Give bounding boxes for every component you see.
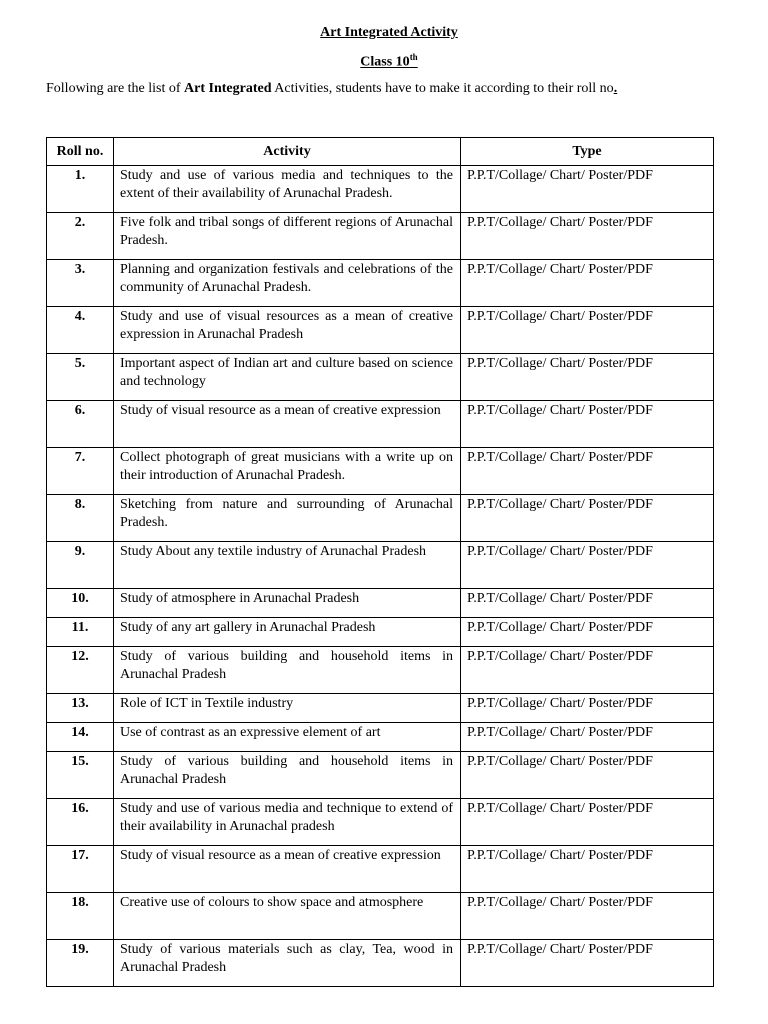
activity-cell: Study and use of various media and techniques to the extent of their availability of Arunachal Pradesh. [114,166,461,213]
roll-cell: 13. [47,694,114,723]
roll-cell: 5. [47,354,114,401]
roll-cell: 6. [47,401,114,448]
type-cell: P.P.T/Collage/ Chart/ Poster/PDF [461,260,714,307]
type-cell: P.P.T/Collage/ Chart/ Poster/PDF [461,589,714,618]
activity-cell: Five folk and tribal songs of different regions of Arunachal Pradesh. [114,213,461,260]
type-cell: P.P.T/Collage/ Chart/ Poster/PDF [461,940,714,987]
activity-table [46,137,714,987]
type-cell: P.P.T/Collage/ Chart/ Poster/PDF [461,799,714,846]
intro-bold: Art Integrated [184,81,272,96]
activity-cell: Study of atmosphere in Arunachal Pradesh [114,589,461,618]
type-cell: P.P.T/Collage/ Chart/ Poster/PDF [461,448,714,495]
type-cell: P.P.T/Collage/ Chart/ Poster/PDF [461,723,714,752]
table-header-row [47,138,714,166]
table-row [47,647,714,694]
type-cell: P.P.T/Collage/ Chart/ Poster/PDF [461,495,714,542]
header-type: Type [461,138,714,166]
activity-cell: Creative use of colours to show space and atmosphere [114,893,461,940]
type-cell: P.P.T/Collage/ Chart/ Poster/PDF [461,542,714,589]
table-row [47,354,714,401]
table-row [47,542,714,589]
table-row [47,846,714,893]
roll-cell: 14. [47,723,114,752]
type-cell: P.P.T/Collage/ Chart/ Poster/PDF [461,213,714,260]
activity-cell: Sketching from nature and surrounding of Arunachal Pradesh. [114,495,461,542]
table-row [47,940,714,987]
activity-cell: Study of visual resource as a mean of creative expression [114,401,461,448]
class-heading [0,52,768,71]
roll-cell: 9. [47,542,114,589]
activity-cell: Study of visual resource as a mean of creative expression [114,846,461,893]
roll-cell: 11. [47,618,114,647]
roll-cell: 3. [47,260,114,307]
roll-cell: 15. [47,752,114,799]
intro-end: . [613,81,618,96]
table-row [47,448,714,495]
type-cell: P.P.T/Collage/ Chart/ Poster/PDF [461,647,714,694]
activity-cell: Study of various materials such as clay, Tea, wood in Arunachal Pradesh [114,940,461,987]
document-title: Art Integrated Activity [320,25,458,40]
roll-cell: 18. [47,893,114,940]
intro-suffix: Activities, students have to make it according to their roll no [271,81,614,96]
header-roll-no: Roll no. [47,138,114,166]
type-cell: P.P.T/Collage/ Chart/ Poster/PDF [461,752,714,799]
activity-cell: Role of ICT in Textile industry [114,694,461,723]
roll-cell: 1. [47,166,114,213]
intro-prefix: Following are the list of [46,81,185,96]
activity-cell: Study About any textile industry of Arunachal Pradesh [114,542,461,589]
table-row [47,752,714,799]
table-row [47,260,714,307]
roll-cell: 8. [47,495,114,542]
roll-cell: 17. [47,846,114,893]
type-cell: P.P.T/Collage/ Chart/ Poster/PDF [461,166,714,213]
roll-cell: 10. [47,589,114,618]
table-row [47,618,714,647]
roll-cell: 19. [47,940,114,987]
roll-cell: 12. [47,647,114,694]
class-superscript: th [409,52,418,62]
activity-cell: Planning and organization festivals and celebrations of the community of Arunachal Pradesh. [114,260,461,307]
activity-cell: Study of various building and household items in Arunachal Pradesh [114,752,461,799]
table-row [47,307,714,354]
activity-cell: Collect photograph of great musicians with a write up on their introduction of Arunachal Pradesh. [114,448,461,495]
table-row [47,401,714,448]
table-row [47,589,714,618]
header-activity: Activity [114,138,461,166]
activity-cell: Study and use of visual resources as a mean of creative expression in Arunachal Pradesh [114,307,461,354]
roll-cell: 4. [47,307,114,354]
type-cell: P.P.T/Collage/ Chart/ Poster/PDF [461,354,714,401]
type-cell: P.P.T/Collage/ Chart/ Poster/PDF [461,893,714,940]
table-row [47,694,714,723]
table-row [47,893,714,940]
table-row [47,495,714,542]
activity-cell: Study of any art gallery in Arunachal Pradesh [114,618,461,647]
roll-cell: 2. [47,213,114,260]
intro-text [46,81,746,97]
table-row [47,166,714,213]
table-row [47,799,714,846]
class-label: Class 10 [360,54,410,70]
type-cell: P.P.T/Collage/ Chart/ Poster/PDF [461,846,714,893]
type-cell: P.P.T/Collage/ Chart/ Poster/PDF [461,307,714,354]
type-cell: P.P.T/Collage/ Chart/ Poster/PDF [461,694,714,723]
table-row [47,213,714,260]
activity-cell: Important aspect of Indian art and culture based on science and technology [114,354,461,401]
table-body [47,166,714,987]
type-cell: P.P.T/Collage/ Chart/ Poster/PDF [461,618,714,647]
activity-cell: Study of various building and household items in Arunachal Pradesh [114,647,461,694]
activity-cell: Use of contrast as an expressive element of art [114,723,461,752]
type-cell: P.P.T/Collage/ Chart/ Poster/PDF [461,401,714,448]
roll-cell: 7. [47,448,114,495]
roll-cell: 16. [47,799,114,846]
table-row [47,723,714,752]
activity-cell: Study and use of various media and technique to extend of their availability in Arunachal pradesh [114,799,461,846]
